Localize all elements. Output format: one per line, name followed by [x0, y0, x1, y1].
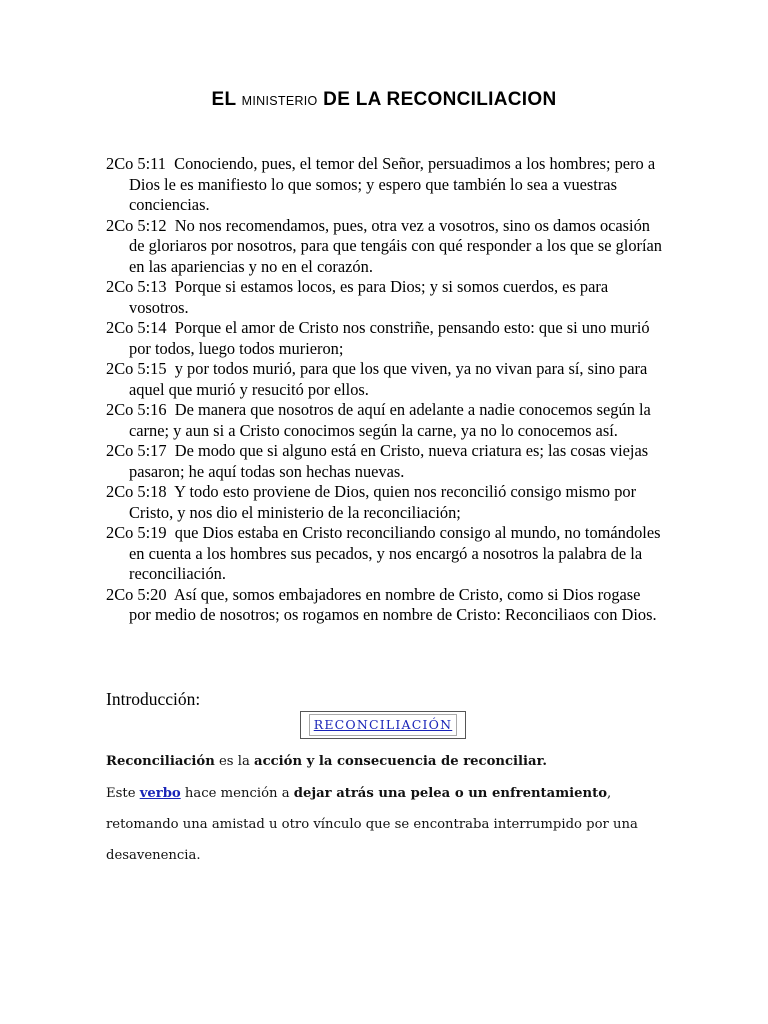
verse-item	[106, 277, 666, 318]
title-part-reconciliacion: DE LA RECONCILIACION	[323, 89, 557, 110]
verse-ref: 2Co 5:19	[106, 523, 167, 542]
verse-item	[106, 400, 666, 441]
verse-ref: 2Co 5:15	[106, 359, 167, 378]
definition-term: Reconciliación	[106, 754, 215, 769]
verse-ref: 2Co 5:20	[106, 584, 167, 604]
verse-item	[106, 482, 666, 523]
title-part-el: EL	[211, 89, 237, 110]
definition-este: Este	[106, 786, 140, 801]
verse-ref: 2Co 5:18	[106, 482, 167, 501]
verse-text: que Dios estaba en Cristo reconciliando consigo al mundo, no tomándoles en cuenta a los hombres sus pecados, y nos encargó a nosotros la palabra de la reconciliación.	[129, 523, 661, 583]
reconciliacion-link[interactable]: RECONCILIACIÓN	[313, 717, 453, 732]
page-title	[0, 89, 768, 111]
verse-ref: 2Co 5:16	[106, 400, 167, 419]
verse-text: Conociendo, pues, el temor del Señor, persuadimos a los hombres; pero a Dios le es manifiesto lo que somos; y espero que también lo sea a vuestras conciencias.	[129, 154, 656, 214]
verse-ref: 2Co 5:14	[106, 318, 167, 337]
title-part-ministerio: MINISTERIO	[241, 94, 318, 108]
definition-line-3: retomando una amistad u otro vínculo que se encontraba interrumpido por una	[106, 817, 638, 832]
verse-ref: 2Co 5:17	[106, 441, 167, 460]
verse-text: No nos recomendamos, pues, otra vez a vosotros, sino os damos ocasión de gloriaros por nosotros, para que tengáis con qué responder a los que se glorían en las apariencias y no en el corazón.	[129, 215, 662, 276]
definition-mention: hace mención a	[180, 786, 294, 801]
verse-list	[106, 154, 666, 626]
verse-ref: 2Co 5:12	[106, 215, 167, 235]
reconciliacion-box	[300, 711, 466, 739]
verse-text: De modo que si alguno está en Cristo, nueva criatura es; las cosas viejas pasaron; he aquí todas son hechas nuevas.	[129, 441, 649, 481]
verse-text: Porque el amor de Cristo nos constriñe, pensando esto: que si uno murió por todos, luego todos murieron;	[129, 318, 650, 358]
definition-line-1	[106, 754, 686, 769]
verse-ref: 2Co 5:11	[106, 154, 166, 173]
verse-text: Porque si estamos locos, es para Dios; y si somos cuerdos, es para vosotros.	[129, 277, 609, 317]
definition-bold-phrase: dejar atrás una pelea o un enfrentamiento	[293, 786, 608, 801]
definition-line-4: desavenencia.	[106, 848, 201, 863]
verse-item	[106, 216, 666, 278]
verbo-link[interactable]: verbo	[139, 786, 181, 801]
verse-text: Y todo esto proviene de Dios, quien nos reconcilió consigo mismo por Cristo, y nos dio el ministerio de la reconciliación;	[129, 482, 637, 522]
verse-item	[106, 154, 666, 216]
verse-item	[106, 359, 666, 400]
definition-connector: es la	[214, 754, 255, 769]
verse-item	[106, 523, 666, 585]
intro-heading: Introducción:	[106, 689, 201, 709]
verse-item	[106, 441, 666, 482]
verse-text: y por todos murió, para que los que viven, ya no vivan para sí, sino para aquel que murió y resucitó por ellos.	[129, 359, 648, 399]
definition-comma: ,	[607, 786, 612, 801]
verse-text: De manera que nosotros de aquí en adelante a nadie conocemos según la carne; y aun si a Cristo conocimos según la carne, ya no lo conocemos así.	[129, 400, 651, 440]
reconciliacion-box-inner	[309, 714, 458, 736]
verse-text: Así que, somos embajadores en nombre de Cristo, como si Dios rogase por medio de nosotros; os rogamos en nombre de Cristo: Reconciliaos con Dios.	[129, 584, 657, 624]
definition-meaning: acción y la consecuencia de reconciliar.	[254, 754, 547, 769]
verse-item	[106, 318, 666, 359]
verse-item	[106, 585, 666, 626]
definition-line-2	[106, 786, 686, 801]
verse-ref: 2Co 5:13	[106, 277, 167, 296]
